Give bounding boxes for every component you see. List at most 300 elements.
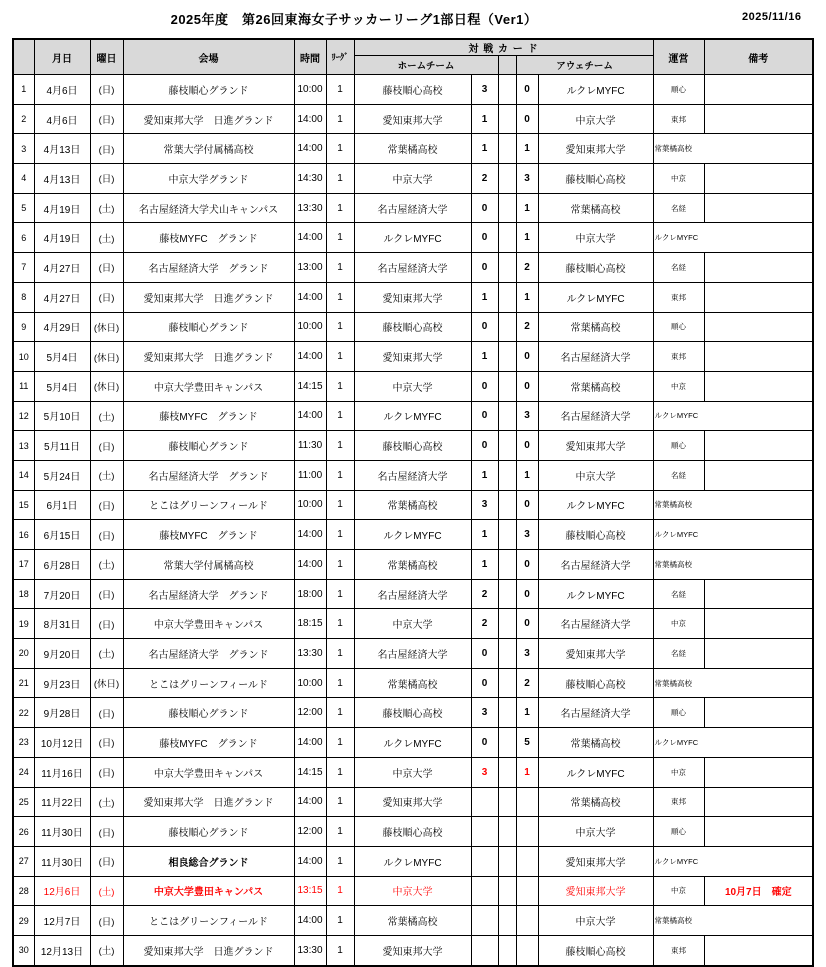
schedule-table: [12, 38, 814, 967]
header-day: 曜日: [90, 39, 123, 75]
cell-score-divider: [498, 193, 516, 223]
cell-day: (日): [90, 282, 123, 312]
cell-time: 14:00: [294, 906, 326, 936]
cell-away-score: 0: [516, 371, 538, 401]
table-row: [13, 935, 813, 965]
cell-row-number: 30: [13, 935, 34, 965]
cell-time: 13:30: [294, 193, 326, 223]
cell-operator: 中京: [653, 757, 704, 787]
cell-away-team: 常葉橘高校: [538, 728, 653, 758]
cell-day: (土): [90, 787, 123, 817]
cell-home-team: ルクレMYFC: [354, 401, 471, 431]
cell-venue: 名古屋経済大学 グランド: [123, 579, 294, 609]
cell-operator: 東邦: [653, 787, 704, 817]
cell-score-divider: [498, 460, 516, 490]
cell-away-team: 藤枝順心高校: [538, 520, 653, 550]
cell-league: 1: [326, 728, 354, 758]
cell-day: (日): [90, 757, 123, 787]
cell-home-team: 藤枝順心高校: [354, 817, 471, 847]
cell-day: (日): [90, 609, 123, 639]
cell-score-divider: [498, 223, 516, 253]
cell-away-team: 愛知東邦大学: [538, 639, 653, 669]
cell-venue: 中京大学豊田キャンパス: [123, 757, 294, 787]
cell-score-divider: [498, 342, 516, 372]
table-row: [13, 371, 813, 401]
cell-note: [704, 164, 813, 194]
cell-league: 1: [326, 876, 354, 906]
cell-day: (日): [90, 817, 123, 847]
cell-date: 11月30日: [34, 817, 90, 847]
cell-score-divider: [498, 609, 516, 639]
cell-row-number: 14: [13, 460, 34, 490]
cell-score-divider: [498, 639, 516, 669]
cell-note: [704, 639, 813, 669]
cell-home-team: 常葉橘高校: [354, 550, 471, 580]
table-header: [13, 39, 813, 75]
cell-venue: とこはグリーンフィールド: [123, 906, 294, 936]
cell-league: 1: [326, 787, 354, 817]
cell-score-divider: [498, 253, 516, 283]
cell-operator: ルクレMYFC: [653, 223, 704, 253]
cell-operator: ルクレMYFC: [653, 520, 704, 550]
cell-home-team: 名古屋経済大学: [354, 253, 471, 283]
cell-day: (土): [90, 935, 123, 965]
table-row: [13, 193, 813, 223]
cell-away-score: 1: [516, 757, 538, 787]
header-match-card: 対 戦 カ ー ド: [354, 39, 653, 56]
header-note: 備考: [704, 39, 813, 75]
cell-date: 4月13日: [34, 164, 90, 194]
table-row: [13, 460, 813, 490]
table-row: [13, 490, 813, 520]
header-time: 時間: [294, 39, 326, 75]
cell-date: 9月28日: [34, 698, 90, 728]
cell-operator: 順心: [653, 75, 704, 105]
cell-time: 12:00: [294, 698, 326, 728]
header-operator: 運営: [653, 39, 704, 75]
cell-home-score: 3: [471, 757, 498, 787]
table-row: [13, 282, 813, 312]
cell-home-team: 名古屋経済大学: [354, 460, 471, 490]
cell-date: 4月29日: [34, 312, 90, 342]
cell-operator: 東邦: [653, 342, 704, 372]
cell-away-score: 3: [516, 164, 538, 194]
cell-league: 1: [326, 134, 354, 164]
cell-day: (日): [90, 846, 123, 876]
cell-home-team: 名古屋経済大学: [354, 193, 471, 223]
cell-score-divider: [498, 550, 516, 580]
cell-away-team: 名古屋経済大学: [538, 550, 653, 580]
cell-away-score: [516, 817, 538, 847]
cell-away-team: 常葉橘高校: [538, 371, 653, 401]
cell-away-team: 名古屋経済大学: [538, 698, 653, 728]
cell-league: 1: [326, 253, 354, 283]
cell-score-divider: [498, 668, 516, 698]
schedule-rows: [13, 75, 813, 966]
cell-away-score: 0: [516, 104, 538, 134]
cell-away-score: 0: [516, 342, 538, 372]
cell-row-number: 20: [13, 639, 34, 669]
cell-league: 1: [326, 282, 354, 312]
cell-note: [704, 282, 813, 312]
cell-score-divider: [498, 757, 516, 787]
cell-away-score: 2: [516, 668, 538, 698]
cell-row-number: 12: [13, 401, 34, 431]
cell-date: 5月11日: [34, 431, 90, 461]
cell-home-team: 愛知東邦大学: [354, 342, 471, 372]
cell-operator: 常葉橘高校: [653, 134, 704, 164]
cell-home-score: 0: [471, 253, 498, 283]
cell-day: (日): [90, 75, 123, 105]
cell-venue: 名古屋経済大学 グランド: [123, 639, 294, 669]
cell-time: 13:00: [294, 253, 326, 283]
cell-row-number: 19: [13, 609, 34, 639]
cell-venue: 愛知東邦大学 日進グランド: [123, 104, 294, 134]
cell-operator: 順心: [653, 431, 704, 461]
cell-venue: 常葉大学付属橘高校: [123, 134, 294, 164]
cell-date: 5月4日: [34, 371, 90, 401]
cell-time: 11:00: [294, 460, 326, 490]
cell-score-divider: [498, 728, 516, 758]
cell-home-score: 2: [471, 579, 498, 609]
table-row: [13, 550, 813, 580]
header-venue: 会場: [123, 39, 294, 75]
cell-venue: 常葉大学付属橘高校: [123, 550, 294, 580]
cell-home-score: 0: [471, 431, 498, 461]
cell-score-divider: [498, 846, 516, 876]
cell-score-divider: [498, 579, 516, 609]
cell-league: 1: [326, 490, 354, 520]
table-row: [13, 728, 813, 758]
cell-home-score: [471, 817, 498, 847]
cell-note: [704, 104, 813, 134]
cell-note: [704, 906, 813, 936]
cell-venue: 藤枝MYFC グランド: [123, 223, 294, 253]
cell-score-divider: [498, 817, 516, 847]
cell-operator: 名経: [653, 193, 704, 223]
cell-operator: 東邦: [653, 935, 704, 965]
cell-date: 9月20日: [34, 639, 90, 669]
header-row-number: [13, 39, 34, 75]
cell-day: (土): [90, 401, 123, 431]
cell-row-number: 23: [13, 728, 34, 758]
cell-away-score: 0: [516, 490, 538, 520]
cell-away-score: 1: [516, 223, 538, 253]
cell-score-divider: [498, 134, 516, 164]
cell-home-score: 2: [471, 164, 498, 194]
cell-date: 11月22日: [34, 787, 90, 817]
cell-row-number: 9: [13, 312, 34, 342]
cell-time: 14:00: [294, 223, 326, 253]
cell-note: [704, 935, 813, 965]
header-date: 月日: [34, 39, 90, 75]
cell-row-number: 7: [13, 253, 34, 283]
cell-score-divider: [498, 698, 516, 728]
cell-league: 1: [326, 104, 354, 134]
cell-time: 14:00: [294, 520, 326, 550]
cell-away-team: 名古屋経済大学: [538, 609, 653, 639]
cell-home-team: 藤枝順心高校: [354, 312, 471, 342]
cell-venue: 藤枝MYFC グランド: [123, 520, 294, 550]
cell-away-score: 2: [516, 312, 538, 342]
cell-home-team: 中京大学: [354, 164, 471, 194]
cell-score-divider: [498, 282, 516, 312]
cell-venue: 愛知東邦大学 日進グランド: [123, 935, 294, 965]
cell-home-team: 中京大学: [354, 371, 471, 401]
cell-row-number: 10: [13, 342, 34, 372]
table-row: [13, 401, 813, 431]
cell-day: (土): [90, 639, 123, 669]
cell-away-score: 0: [516, 75, 538, 105]
cell-away-team: 藤枝順心高校: [538, 935, 653, 965]
page-title: 2025年度 第26回東海女子サッカーリーグ1部日程（Ver1）: [170, 12, 538, 27]
cell-operator: 東邦: [653, 282, 704, 312]
cell-league: 1: [326, 342, 354, 372]
cell-operator: 東邦: [653, 104, 704, 134]
cell-note: [704, 757, 813, 787]
cell-date: 12月13日: [34, 935, 90, 965]
cell-date: 6月15日: [34, 520, 90, 550]
cell-away-score: 0: [516, 609, 538, 639]
cell-date: 4月19日: [34, 223, 90, 253]
cell-away-score: 1: [516, 193, 538, 223]
cell-operator: 順心: [653, 698, 704, 728]
cell-row-number: 13: [13, 431, 34, 461]
table-row: [13, 579, 813, 609]
cell-operator: 名経: [653, 253, 704, 283]
cell-home-score: 1: [471, 460, 498, 490]
cell-away-team: 愛知東邦大学: [538, 431, 653, 461]
cell-note: [704, 342, 813, 372]
cell-home-score: 2: [471, 609, 498, 639]
cell-venue: 藤枝順心グランド: [123, 312, 294, 342]
cell-away-team: 常葉橘高校: [538, 312, 653, 342]
cell-venue: とこはグリーンフィールド: [123, 668, 294, 698]
table-row: [13, 75, 813, 105]
cell-home-score: 3: [471, 490, 498, 520]
cell-time: 10:00: [294, 668, 326, 698]
cell-venue: 中京大学豊田キャンパス: [123, 371, 294, 401]
table-row: [13, 609, 813, 639]
table-row: [13, 253, 813, 283]
cell-away-score: [516, 876, 538, 906]
table-row: [13, 876, 813, 906]
cell-away-score: [516, 906, 538, 936]
cell-time: 13:30: [294, 639, 326, 669]
table-row: [13, 223, 813, 253]
cell-away-team: 中京大学: [538, 817, 653, 847]
cell-home-score: 1: [471, 550, 498, 580]
cell-date: 8月31日: [34, 609, 90, 639]
cell-league: 1: [326, 223, 354, 253]
cell-note: [704, 401, 813, 431]
cell-time: 14:00: [294, 104, 326, 134]
cell-note: [704, 787, 813, 817]
table-row: [13, 846, 813, 876]
cell-note: [704, 253, 813, 283]
cell-score-divider: [498, 371, 516, 401]
cell-row-number: 11: [13, 371, 34, 401]
cell-venue: 藤枝MYFC グランド: [123, 728, 294, 758]
cell-operator: 中京: [653, 371, 704, 401]
cell-day: (土): [90, 193, 123, 223]
cell-venue: 藤枝MYFC グランド: [123, 401, 294, 431]
cell-home-score: [471, 787, 498, 817]
cell-note: [704, 75, 813, 105]
cell-home-score: [471, 846, 498, 876]
cell-venue: 名古屋経済大学 グランド: [123, 253, 294, 283]
cell-league: 1: [326, 431, 354, 461]
cell-venue: 愛知東邦大学 日進グランド: [123, 342, 294, 372]
cell-date: 5月24日: [34, 460, 90, 490]
table-row: [13, 639, 813, 669]
cell-away-score: [516, 787, 538, 817]
cell-day: (日): [90, 253, 123, 283]
cell-date: 11月30日: [34, 846, 90, 876]
table-row: [13, 431, 813, 461]
cell-league: 1: [326, 75, 354, 105]
cell-league: 1: [326, 609, 354, 639]
cell-row-number: 17: [13, 550, 34, 580]
cell-note: [704, 698, 813, 728]
cell-home-team: 名古屋経済大学: [354, 579, 471, 609]
cell-away-team: 中京大学: [538, 104, 653, 134]
cell-venue: 名古屋経済大学犬山キャンパス: [123, 193, 294, 223]
cell-home-score: 0: [471, 639, 498, 669]
cell-date: 4月6日: [34, 75, 90, 105]
cell-row-number: 27: [13, 846, 34, 876]
cell-date: 9月23日: [34, 668, 90, 698]
cell-league: 1: [326, 846, 354, 876]
cell-home-score: 3: [471, 75, 498, 105]
cell-note: [704, 490, 813, 520]
cell-away-score: 1: [516, 282, 538, 312]
cell-row-number: 3: [13, 134, 34, 164]
cell-home-team: 藤枝順心高校: [354, 698, 471, 728]
cell-league: 1: [326, 193, 354, 223]
cell-home-score: 0: [471, 193, 498, 223]
cell-day: (日): [90, 104, 123, 134]
cell-note: [704, 134, 813, 164]
cell-score-divider: [498, 935, 516, 965]
cell-league: 1: [326, 460, 354, 490]
cell-away-score: 3: [516, 639, 538, 669]
cell-operator: 中京: [653, 164, 704, 194]
cell-row-number: 6: [13, 223, 34, 253]
cell-home-score: 0: [471, 401, 498, 431]
cell-row-number: 8: [13, 282, 34, 312]
cell-time: 10:00: [294, 490, 326, 520]
cell-home-team: 愛知東邦大学: [354, 104, 471, 134]
cell-time: 13:15: [294, 876, 326, 906]
cell-day: (土): [90, 460, 123, 490]
cell-home-team: 常葉橘高校: [354, 490, 471, 520]
cell-league: 1: [326, 579, 354, 609]
cell-away-score: 3: [516, 401, 538, 431]
cell-score-divider: [498, 787, 516, 817]
cell-score-divider: [498, 520, 516, 550]
cell-row-number: 5: [13, 193, 34, 223]
table-row: [13, 757, 813, 787]
cell-day: (日): [90, 431, 123, 461]
cell-operator: 名経: [653, 579, 704, 609]
cell-day: (土): [90, 550, 123, 580]
cell-note: 10月7日 確定: [704, 876, 813, 906]
cell-home-score: 0: [471, 728, 498, 758]
cell-date: 10月12日: [34, 728, 90, 758]
cell-home-score: 0: [471, 312, 498, 342]
cell-league: 1: [326, 817, 354, 847]
cell-league: 1: [326, 757, 354, 787]
table-row: [13, 134, 813, 164]
cell-away-score: 3: [516, 520, 538, 550]
cell-home-score: 0: [471, 223, 498, 253]
cell-score-divider: [498, 401, 516, 431]
table-row: [13, 698, 813, 728]
cell-home-team: ルクレMYFC: [354, 846, 471, 876]
cell-time: 14:00: [294, 401, 326, 431]
cell-operator: 常葉橘高校: [653, 550, 704, 580]
cell-venue: とこはグリーンフィールド: [123, 490, 294, 520]
table-row: [13, 104, 813, 134]
cell-home-team: 愛知東邦大学: [354, 282, 471, 312]
cell-row-number: 24: [13, 757, 34, 787]
cell-day: (日): [90, 698, 123, 728]
cell-league: 1: [326, 550, 354, 580]
cell-date: 4月27日: [34, 282, 90, 312]
cell-away-team: ルクレMYFC: [538, 490, 653, 520]
header-home-team: ホームチーム: [354, 56, 498, 75]
cell-day: (土): [90, 223, 123, 253]
cell-score-divider: [498, 164, 516, 194]
cell-away-team: 愛知東邦大学: [538, 846, 653, 876]
cell-home-team: 藤枝順心高校: [354, 75, 471, 105]
cell-row-number: 1: [13, 75, 34, 105]
table-row: [13, 906, 813, 936]
cell-venue: 藤枝順心グランド: [123, 75, 294, 105]
table-row: [13, 164, 813, 194]
cell-league: 1: [326, 401, 354, 431]
cell-away-team: 名古屋経済大学: [538, 342, 653, 372]
cell-away-team: 中京大学: [538, 906, 653, 936]
cell-score-divider: [498, 906, 516, 936]
cell-venue: 中京大学豊田キャンパス: [123, 609, 294, 639]
cell-time: 11:30: [294, 431, 326, 461]
cell-venue: 中京大学豊田キャンパス: [123, 876, 294, 906]
cell-home-team: 藤枝順心高校: [354, 431, 471, 461]
cell-time: 14:00: [294, 846, 326, 876]
cell-row-number: 18: [13, 579, 34, 609]
cell-league: 1: [326, 906, 354, 936]
cell-league: 1: [326, 520, 354, 550]
cell-venue: 愛知東邦大学 日進グランド: [123, 282, 294, 312]
cell-home-team: 中京大学: [354, 757, 471, 787]
cell-day: (日): [90, 906, 123, 936]
cell-away-score: 5: [516, 728, 538, 758]
cell-score-divider: [498, 876, 516, 906]
cell-day: (日): [90, 579, 123, 609]
table-row: [13, 668, 813, 698]
cell-home-score: 1: [471, 104, 498, 134]
cell-date: 4月27日: [34, 253, 90, 283]
cell-note: [704, 846, 813, 876]
cell-row-number: 29: [13, 906, 34, 936]
cell-operator: 名経: [653, 460, 704, 490]
cell-score-divider: [498, 312, 516, 342]
cell-note: [704, 728, 813, 758]
cell-away-team: 名古屋経済大学: [538, 401, 653, 431]
cell-note: [704, 460, 813, 490]
